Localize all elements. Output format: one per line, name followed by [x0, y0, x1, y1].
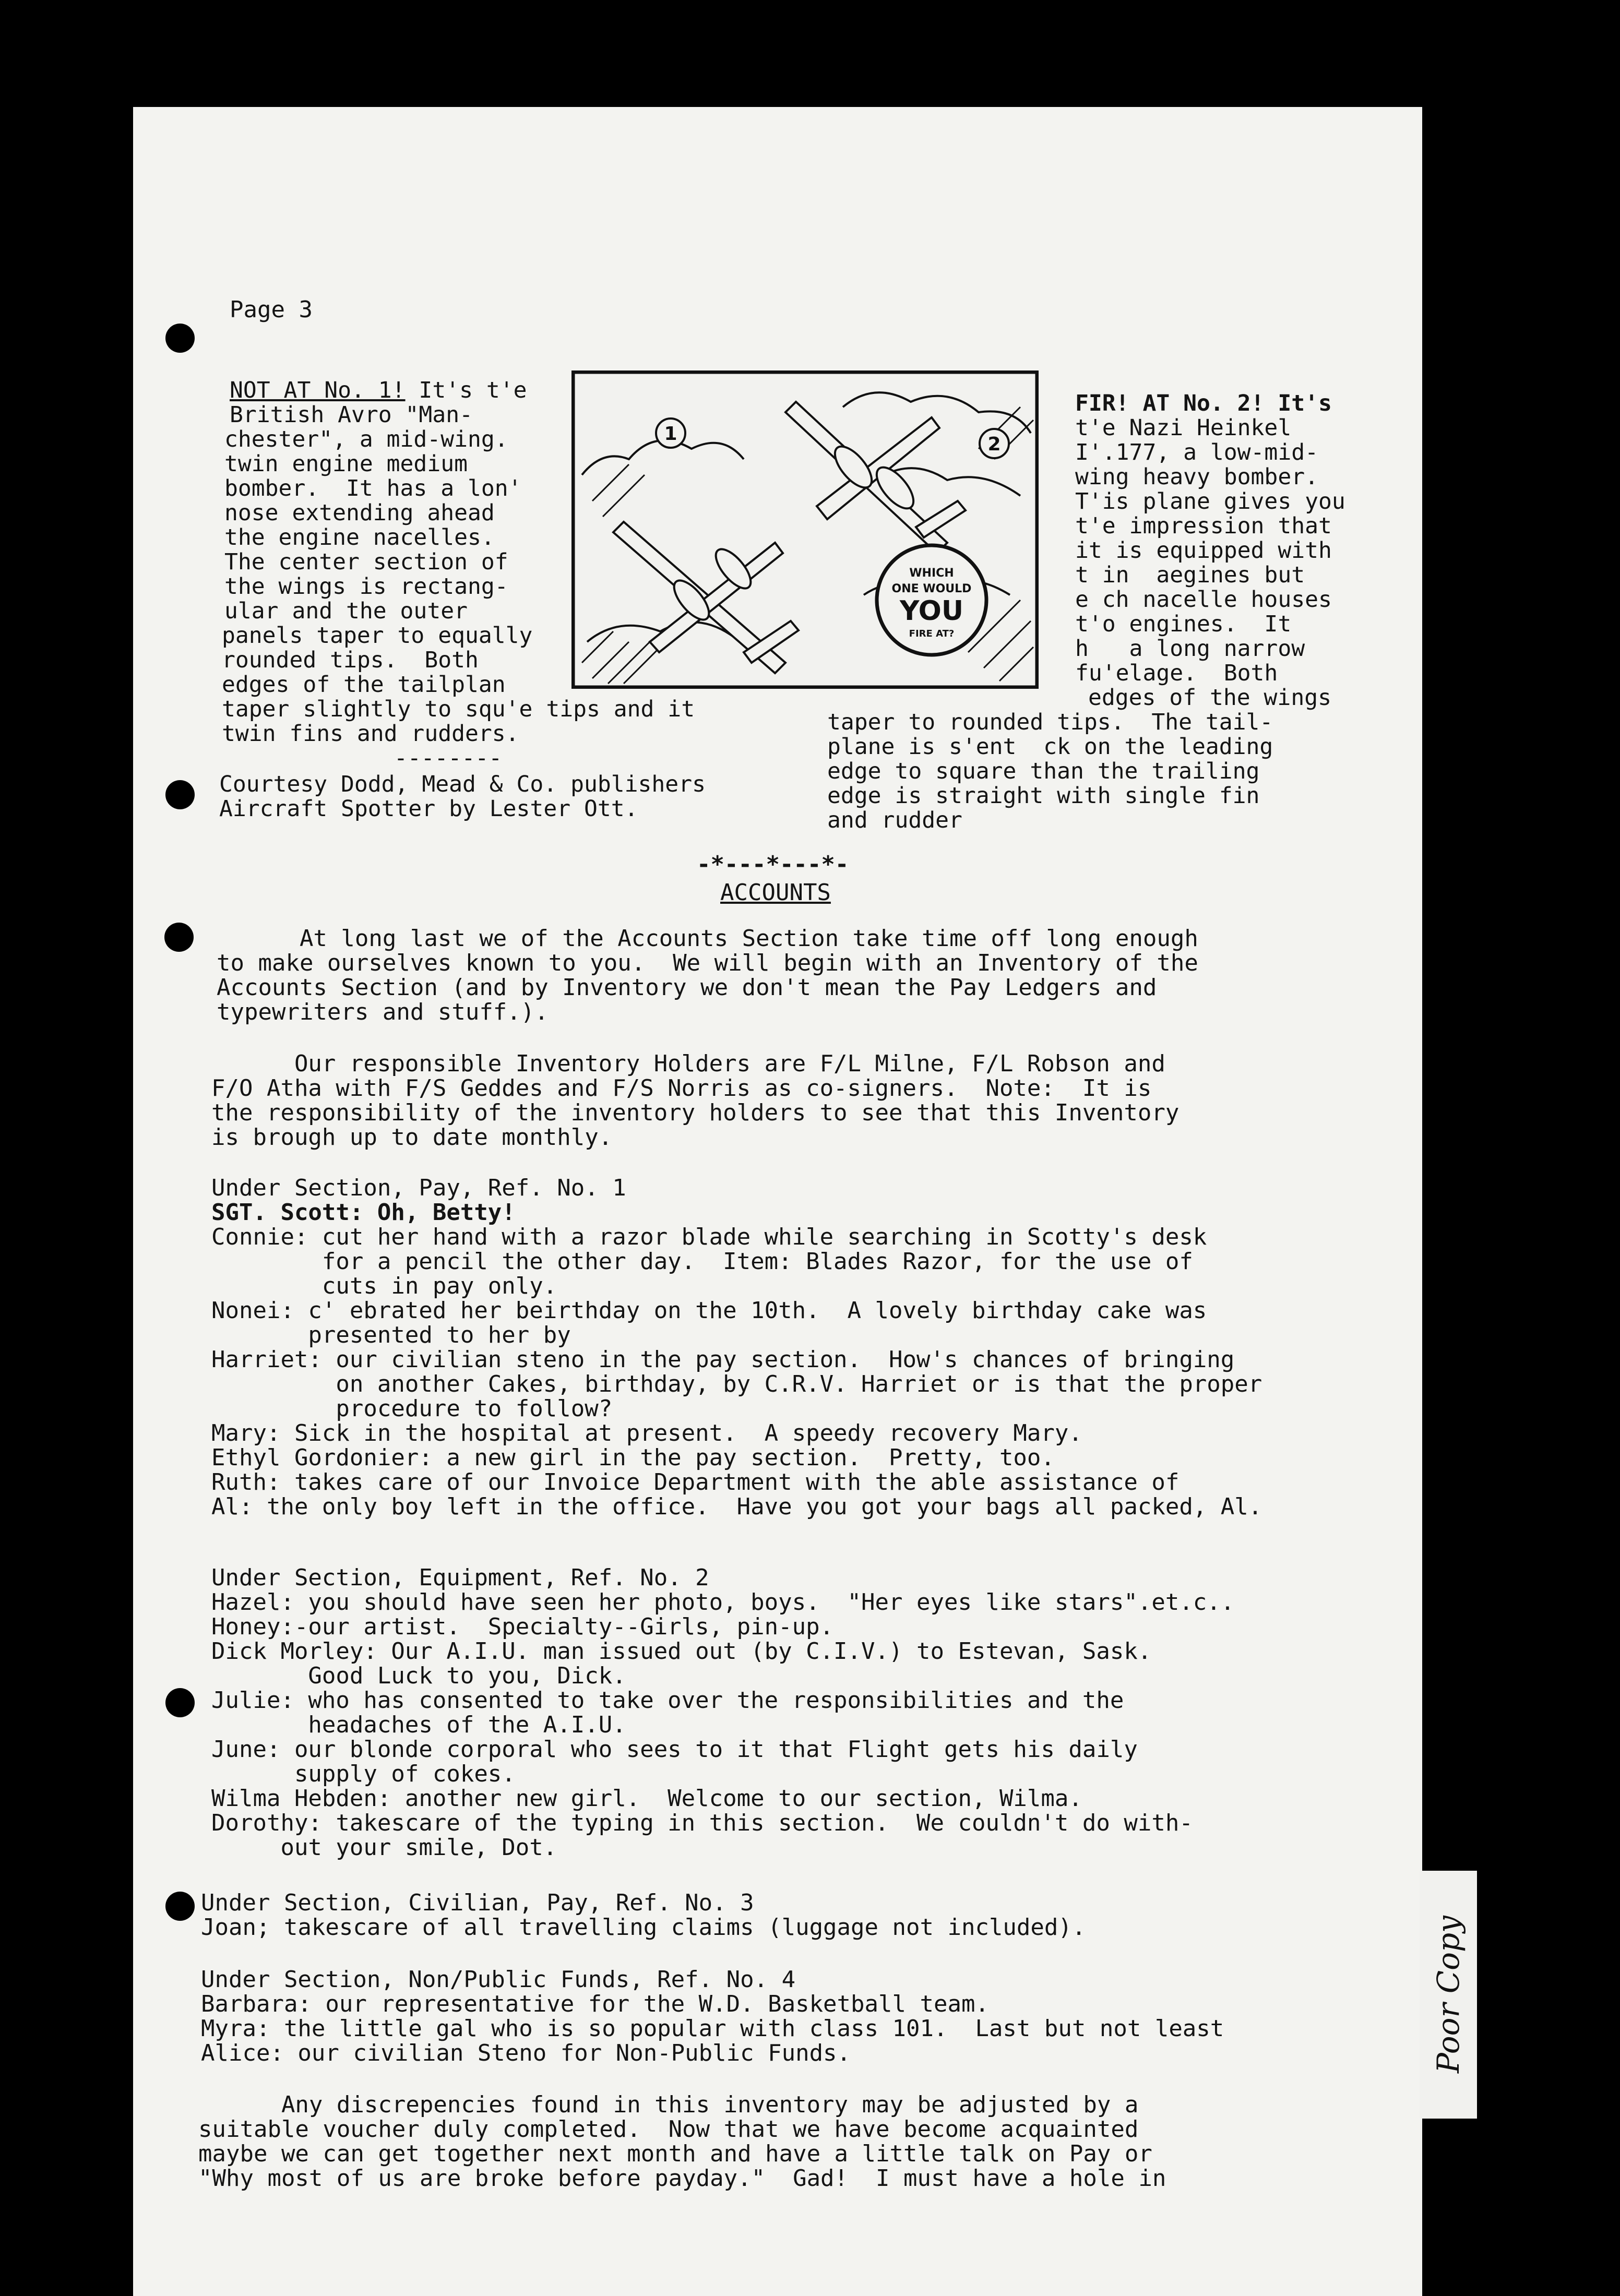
left-caption-line: nose extending ahead [224, 500, 495, 526]
left-caption-line: NOT AT No. 1! It's t'e [230, 377, 527, 403]
right-caption-line: it is equipped with [1075, 537, 1332, 564]
left-caption-line: the engine nacelles. [224, 524, 495, 551]
right-caption-line: T'is plane gives you [1075, 488, 1345, 515]
star-divider: -*---*---*- [697, 851, 849, 878]
left-caption-line: the wings is rectang- [224, 573, 508, 600]
paragraph-line: maybe we can get together next month and have a little talk on Pay or [198, 2140, 1152, 2167]
entry-line: on another Cakes, birthday, by C.R.V. Harriet or is that the proper [211, 1371, 1262, 1397]
right-caption-line: t in aegines but [1075, 562, 1305, 588]
entry-line: Dorothy: takescare of the typing in this section. We couldn't do with- [211, 1810, 1193, 1836]
courtesy-line: Courtesy Dodd, Mead & Co. publishers [219, 771, 706, 797]
right-caption-line: fu'elage. Both [1075, 660, 1278, 686]
marker-two-label: 2 [987, 434, 1001, 455]
courtesy-line: Aircraft Spotter by Lester Ott. [219, 796, 638, 822]
paragraph-line: to make ourselves known to you. We will begin with an Inventory of the [217, 950, 1198, 976]
entry-line: Julie: who has consented to take over the responsibilities and the [211, 1687, 1124, 1714]
right-caption-line: t'e Nazi Heinkel [1075, 415, 1292, 441]
entry-line: Good Luck to you, Dick. [211, 1663, 626, 1689]
entry-line: June: our blonde corporal who sees to it that Flight gets his daily [211, 1736, 1138, 1763]
paragraph-line: the responsibility of the inventory holders to see that this Inventory [211, 1099, 1180, 1126]
right-caption-line: edges of the wings [1088, 685, 1331, 711]
entry-line: Barbara: our representative for the W.D. Basketball team. [201, 1991, 989, 2017]
right-caption-line: e ch nacelle houses [1075, 587, 1332, 613]
right-caption-line: t'o engines. It [1075, 611, 1292, 637]
badge-text: YOU [899, 595, 964, 627]
punch-hole [165, 780, 195, 809]
badge-text: FIRE AT? [909, 628, 955, 639]
punch-hole [165, 324, 195, 353]
entry-line: headaches of the A.I.U. [211, 1712, 626, 1738]
entry-line: Mary: Sick in the hospital at present. A speedy recovery Mary. [211, 1420, 1082, 1446]
entry-line: out your smile, Dot. [211, 1834, 557, 1861]
left-caption-line: taper slightly to squ'e tips and it [222, 696, 695, 722]
entry-line: Honey:-our artist. Specialty--Girls, pin-up. [211, 1613, 834, 1640]
aircraft-illustration [571, 370, 1039, 689]
punch-hole [165, 1688, 195, 1717]
entry-line: Ruth: takes care of our Invoice Department with the able assistance of [211, 1469, 1180, 1496]
badge-text: WHICH [909, 567, 954, 580]
paragraph-line: suitable voucher duly completed. Now that we have become acquainted [198, 2116, 1139, 2143]
right-caption-line: edge to square than the trailing [827, 758, 1260, 784]
section-heading: Under Section, Non/Public Funds, Ref. No. 4 [201, 1966, 796, 1993]
paragraph-line: Accounts Section (and by Inventory we don't mean the Pay Ledgers and [217, 974, 1157, 1001]
badge-text: ONE WOULD [891, 582, 972, 595]
punch-hole [164, 923, 194, 952]
paragraph-line: Any discrepencies found in this inventory may be adjusted by a [198, 2091, 1139, 2118]
left-caption-line: The center section of [224, 549, 508, 575]
entry-line: for a pencil the other day. Item: Blades Razor, for the use of [211, 1248, 1193, 1275]
section-heading: Under Section, Equipment, Ref. No. 2 [211, 1564, 709, 1591]
page-number: Page 3 [230, 296, 313, 323]
paragraph-line: F/O Atha with F/S Geddes and F/S Norris as co-signers. Note: It is [211, 1075, 1152, 1102]
paragraph-line: "Why most of us are broke before payday." Gad! I must have a hole in [198, 2165, 1166, 2192]
entry-line: Harriet: our civilian steno in the pay section. How's chances of bringing [211, 1346, 1235, 1373]
left-caption-line: twin fins and rudders. [222, 721, 519, 747]
entry-line: Hazel: you should have seen her photo, boys. "Her eyes like stars".et.c.. [211, 1589, 1235, 1616]
left-caption-line: rounded tips. Both [222, 647, 479, 673]
left-caption-line: edges of the tailplan [222, 672, 506, 698]
section-heading: Under Section, Pay, Ref. No. 1 [211, 1175, 626, 1201]
entry-line: Joan; takescare of all travelling claims (luggage not included). [201, 1914, 1086, 1941]
right-caption-line: and rudder [827, 807, 962, 833]
document-page [133, 107, 1422, 2296]
entry-line: Alice: our civilian Steno for Non-Public Funds. [201, 2040, 851, 2066]
right-caption-line: wing heavy bomber. [1075, 464, 1318, 490]
marker-one-label: 1 [664, 423, 677, 445]
entry-line: Al: the only boy left in the office. Have you got your bags all packed, Al. [211, 1493, 1262, 1520]
poor-copy-label: Poor Copy [1431, 1916, 1466, 2073]
entry-line: Nonei: c' ebrated her beirthday on the 10th. A lovely birthday cake was [211, 1297, 1207, 1324]
right-caption-line: I'.177, a low-mid- [1075, 439, 1318, 465]
section-title: ACCOUNTS [720, 879, 831, 906]
entry-line: Dick Morley: Our A.I.U. man issued out (by C.I.V.) to Estevan, Sask. [211, 1638, 1152, 1665]
entry-line: cuts in pay only. [211, 1273, 557, 1299]
entry-line: supply of cokes. [211, 1761, 516, 1787]
right-caption-line: h a long narrow [1075, 636, 1305, 662]
left-caption-line: chester", a mid-wing. [224, 426, 508, 452]
left-caption-line: panels taper to equally [222, 623, 533, 649]
entry-line: Ethyl Gordonier: a new girl in the pay section. Pretty, too. [211, 1444, 1055, 1471]
right-caption-line: plane is s'ent ck on the leading [827, 734, 1273, 760]
paragraph-line: At long last we of the Accounts Section take time off long enough [217, 925, 1198, 952]
left-caption-line: British Avro "Man- [230, 402, 473, 428]
entry-line: SGT. Scott: Oh, Betty! [211, 1199, 516, 1226]
right-caption-line: edge is straight with single fin [827, 783, 1260, 809]
entry-line: presented to her by [211, 1322, 571, 1348]
right-caption-line: FIR! AT No. 2! It's [1075, 390, 1332, 416]
left-caption-line: bomber. It has a lon' [224, 475, 522, 501]
entry-line: Connie: cut her hand with a razor blade while searching in Scotty's desk [211, 1224, 1207, 1250]
right-caption-line: taper to rounded tips. The tail- [827, 709, 1273, 735]
entry-line: procedure to follow? [211, 1395, 613, 1422]
left-caption-line: ular and the outer [224, 598, 468, 624]
right-caption-line: t'e impression that [1075, 513, 1332, 539]
separator: -------- [394, 745, 503, 771]
entry-line: Myra: the little gal who is so popular with class 101. Last but not least [201, 2015, 1224, 2042]
entry-line: Wilma Hebden: another new girl. Welcome to our section, Wilma. [211, 1785, 1082, 1812]
section-heading: Under Section, Civilian, Pay, Ref. No. 3 [201, 1890, 754, 1916]
paragraph-line: is brough up to date monthly. [211, 1124, 613, 1151]
left-caption-line: twin engine medium [224, 451, 468, 477]
paragraph-line: Our responsible Inventory Holders are F/L Milne, F/L Robson and [211, 1050, 1165, 1077]
paragraph-line: typewriters and stuff.). [217, 999, 549, 1025]
punch-hole [165, 1892, 195, 1921]
